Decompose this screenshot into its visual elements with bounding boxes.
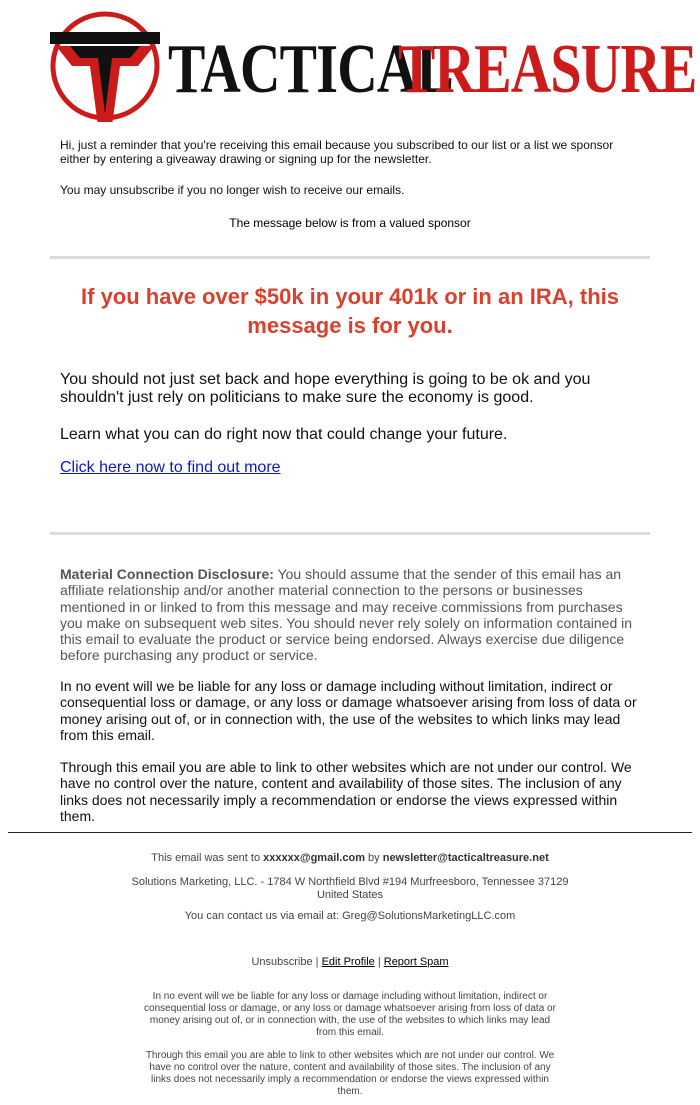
contact-line: You can contact us via email at: Greg@SolutionsMarketingLLC.com — [184, 910, 516, 922]
sent-to-line — [130, 852, 570, 865]
brand-logo — [50, 10, 697, 130]
subscription-reminder: Hi, just a reminder that you're receiving this email because you subscribed to our list or a list we sponsor either by entering a giveaway drawing or signing up for the newsletter. — [60, 138, 614, 166]
brand-word-tactical: TACTICAL — [168, 31, 454, 108]
unsubscribe-link[interactable]: Unsubscribe — [251, 956, 313, 968]
external-links-disclaimer: Through this email you are able to link to other websites which are not under our control. We have no control over the nature, content and availability of those sites. The inclusion of any links does not necessarily imply a recommendation or endorse the views expressed within them. — [60, 759, 632, 824]
unsubscribe-note: You may unsubscribe if you no longer wish to receive our emails. — [60, 183, 405, 197]
footer-liability-disclaimer: In no event will we be liable for any loss or damage including without limitation, indirect or consequential loss or damage, or any loss or damage whatsoever arising from loss of data or money arising out of, or in connection with, the use of the websites to which links may lead from this email. — [144, 991, 556, 1038]
sent-by: by — [364, 852, 383, 864]
separator: | — [312, 956, 322, 968]
divider-bottom — [50, 532, 650, 535]
footer-links-disclaimer: Through this email you are able to link to other websites which are not under our control. We have no control over the nature, content and availability of those sites. The inclusion of any links does not necessarily imply a recommendation or endorse the views expressed within them. — [145, 1050, 555, 1097]
liability-disclaimer: In no event will we be liable for any loss or damage including without limitation, indirect or consequential loss or damage, or any loss or damage whatsoever arising from loss of data or money arising out of, or in connection with, the use of the websites to which links may lead from this email. — [60, 678, 637, 743]
edit-profile-link[interactable]: Edit Profile — [321, 956, 375, 968]
ad-paragraph-1: You should not just set back and hope everything is going to be ok and you shouldn't just rely on politicians to make sure the economy is good. — [60, 371, 591, 406]
recipient-email: xxxxxx@gmail.com — [263, 852, 365, 864]
report-spam-link[interactable]: Report Spam — [383, 956, 449, 968]
ad-paragraph-2: Learn what you can do right now that could change your future. — [60, 426, 508, 443]
footer-actions — [130, 956, 570, 969]
divider-top — [50, 256, 650, 259]
sponsor-note: The message below is from a valued sponsor — [229, 216, 471, 230]
ad-headline: If you have over $50k in your 401k or in an IRA, this message is for you. — [81, 284, 619, 338]
sender-email: newsletter@tacticaltreasure.net — [382, 852, 549, 864]
material-connection-disclosure — [60, 566, 645, 664]
disclosure-title: Material Connection Disclosure: — [60, 566, 274, 582]
tactical-treasure-emblem-icon — [50, 10, 160, 122]
cta-link[interactable]: Click here now to find out more — [60, 459, 281, 476]
company-address: Solutions Marketing, LLC. - 1784 W Northfield Blvd #194 Murfreesboro, Tennessee 37129 United States — [131, 876, 569, 901]
sent-prefix: This email was sent to — [151, 852, 264, 864]
brand-word-treasure: TREASURE — [398, 31, 697, 108]
separator: | — [374, 956, 384, 968]
footer-divider — [8, 832, 692, 833]
disclosure-text: You should assume that the sender of this email has an affiliate relationship and/or another material connection to the persons or businesses mentioned in or linked to from this message and may receive commissions from purchases you make on subsequent web sites. You should never rely solely on information contained in this email to evaluate the product or service being endorsed. Always exercise due diligence before purchasing any product or service. — [60, 566, 633, 664]
